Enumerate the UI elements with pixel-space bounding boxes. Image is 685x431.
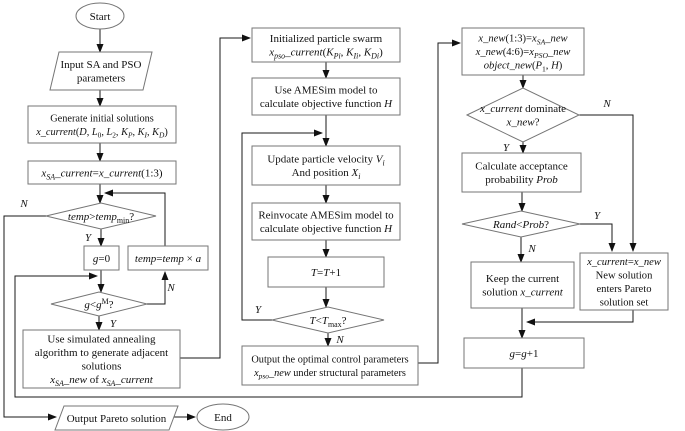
label-no-randdecision: N xyxy=(528,243,536,255)
node-amesim-reinvocate xyxy=(252,203,400,240)
output-optimal-parameters-label: Output the optimal control parameters xyxy=(251,354,409,366)
output-optimal-parameters-label: $x_{pso}\_new$ under structural parameters xyxy=(254,367,406,381)
node-output-pareto-solution xyxy=(55,406,178,430)
new-solution-pareto-label: x_current=x_new xyxy=(587,256,661,268)
g-zero-label: g=0 xyxy=(92,252,111,265)
g-increment-label: g=g+1 xyxy=(509,347,539,360)
node-sa-generate-adjacent xyxy=(23,330,180,388)
node-g-decision xyxy=(51,292,147,316)
update-particle-velocity-label: And position $X_i$ xyxy=(291,167,361,182)
x-new-assign-label: $x\_new(4:6)=x_{PSO}\_new$ xyxy=(475,47,571,61)
amesim-reinvocate-label: Reinvocate AMESim model to xyxy=(258,209,394,222)
node-calculate-acceptance-probability xyxy=(462,153,581,192)
input-sa-pso-parameters-label: parameters xyxy=(76,72,126,85)
initialized-particle-swarm-label: $x_{pso}\_current(K_{Pi}$, $K_{Ii}$, $K_{Di}$) xyxy=(269,46,383,61)
generate-initial-solutions-label: Generate initial solutions xyxy=(50,113,154,125)
node-output-optimal-parameters xyxy=(242,346,418,385)
generate-initial-solutions-label: x_current(D, $L_0$, $L_2$, $K_P$, $K_I$, $K_D$) xyxy=(36,126,168,140)
rand-decision-label: Rand<Prob? xyxy=(493,218,549,231)
sa-generate-adjacent-label: algorithm to generate adjacent xyxy=(34,347,169,360)
node-end xyxy=(197,404,249,430)
output-pareto-solution-label: Output Pareto solution xyxy=(66,412,167,425)
keep-current-solution-label: Keep the current xyxy=(485,273,560,286)
temp-update-label: temp=temp × a xyxy=(134,252,202,265)
node-t-decision xyxy=(272,307,384,333)
edge-output-to-xnew xyxy=(418,43,460,363)
node-keep-current-solution xyxy=(471,262,574,308)
edge-gdecision-no-to-tempupdate xyxy=(147,272,165,304)
label-yes-tdecision: Y xyxy=(254,304,262,316)
node-initialized-particle-swarm xyxy=(252,28,400,62)
x-new-assign-label: $object\_new(P_1$, H) xyxy=(483,60,563,74)
g-decision-label: $g<g^M$? xyxy=(84,297,114,311)
label-yes-tempdecision: Y xyxy=(84,232,92,244)
node-x-new-assign xyxy=(462,28,584,75)
label-yes-randdecision: Y xyxy=(593,210,601,222)
node-sa-current-assign xyxy=(28,161,176,184)
node-g-increment xyxy=(464,338,584,368)
label-no-gdecision: N xyxy=(167,282,175,294)
node-update-particle-velocity xyxy=(252,146,400,185)
t-decision-label: $T<T_{max}$? xyxy=(309,314,347,329)
node-amesim-calculate-h xyxy=(252,78,400,115)
start-label: Start xyxy=(89,10,111,23)
t-increment-label: T=T+1 xyxy=(310,266,342,279)
node-temp-decision xyxy=(46,203,156,229)
node-input-sa-pso-parameters xyxy=(50,52,152,90)
node-temp-update xyxy=(128,246,208,270)
amesim-calculate-h-label: calculate objective function H xyxy=(259,98,393,111)
sa-generate-adjacent-label: Use simulated annealing xyxy=(47,333,156,346)
new-solution-pareto-label: solution set xyxy=(599,297,649,309)
new-solution-pareto-label: New solution xyxy=(595,270,653,282)
amesim-calculate-h-label: Use AMESim model to xyxy=(274,84,378,97)
node-t-increment xyxy=(268,257,384,287)
node-rand-decision xyxy=(462,211,580,237)
new-solution-pareto-label: enters Pareto xyxy=(596,283,652,295)
label-no-dominate: N xyxy=(603,98,611,110)
label-no-tdecision: N xyxy=(336,334,344,346)
end-label: End xyxy=(214,411,232,424)
keep-current-solution-label: solution x_current xyxy=(482,286,563,299)
input-sa-pso-parameters-label: Input SA and PSO xyxy=(60,59,142,72)
dominate-decision-label: x_current dominate xyxy=(479,103,567,116)
sa-generate-adjacent-label: solutions xyxy=(81,360,122,373)
temp-decision-label: temp>temp$_{min}$? xyxy=(67,210,135,225)
edge-dominate-no-to-newsolution xyxy=(579,115,633,251)
node-generate-initial-solutions xyxy=(28,106,176,143)
label-yes-dominate: Y xyxy=(502,142,510,154)
label-no-tempdecision: N xyxy=(20,198,28,210)
node-start xyxy=(76,3,124,29)
calculate-acceptance-probability-label: probability Prob xyxy=(485,174,558,187)
amesim-reinvocate-label: calculate objective function H xyxy=(259,223,393,236)
update-particle-velocity-label: Update particle velocity $V_i$ xyxy=(267,153,385,168)
sa-generate-adjacent-label: $x_{SA}\_new$ of $x_{SA}\_current$ xyxy=(50,374,153,389)
sa-current-assign-label: $x_{SA}\_current=x\_current(1:3)$ xyxy=(41,167,163,182)
edge-randdecision-yes-to-newsolution xyxy=(580,224,612,251)
node-new-solution-pareto xyxy=(580,253,668,310)
edge-newsolution-merge xyxy=(527,310,633,322)
edge-sagenerate-to-initswarm xyxy=(180,38,250,358)
initialized-particle-swarm-label: Initialized particle swarm xyxy=(269,33,383,46)
node-g-zero xyxy=(84,246,119,270)
label-yes-gdecision: Y xyxy=(109,318,117,330)
dominate-decision-label: x_new? xyxy=(506,116,540,129)
x-new-assign-label: $x\_new(1:3)=x_{SA}\_new$ xyxy=(478,33,568,47)
calculate-acceptance-probability-label: Calculate acceptance xyxy=(475,160,568,173)
node-dominate-decision xyxy=(467,88,579,142)
